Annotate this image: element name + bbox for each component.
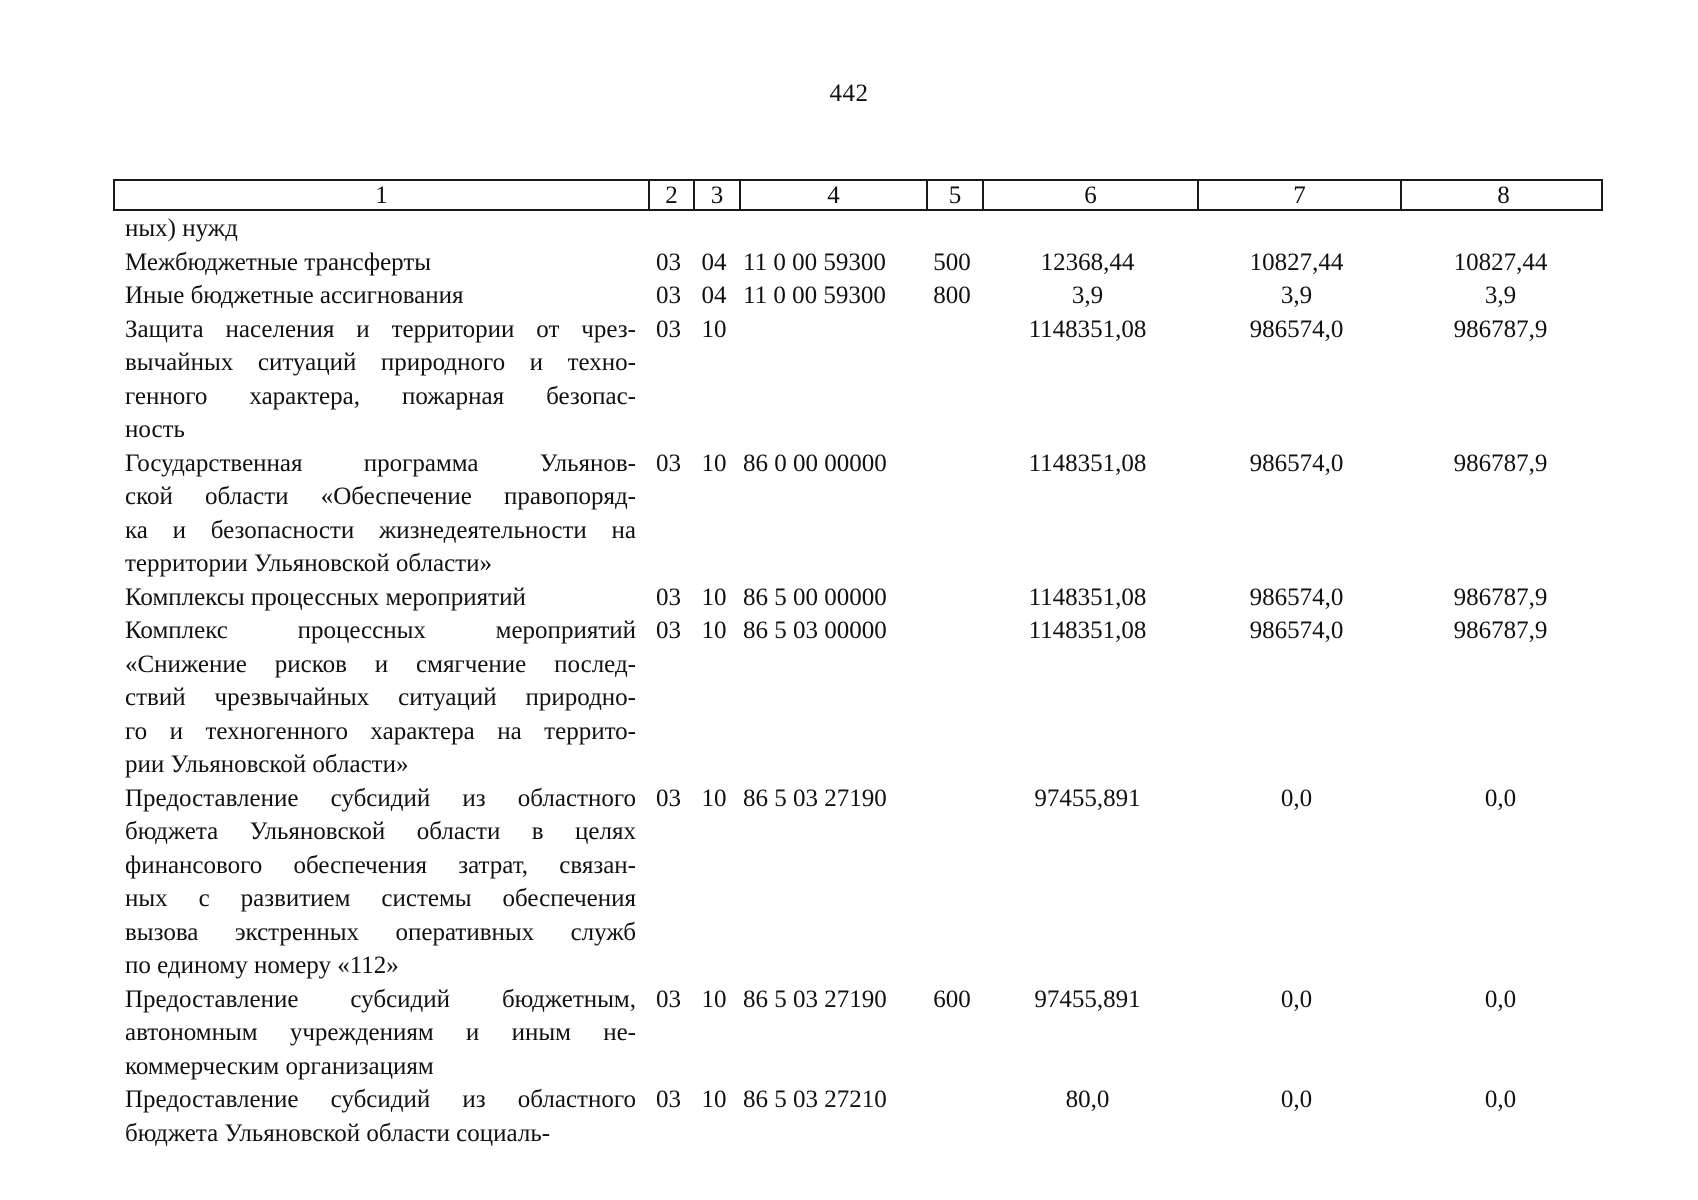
header-cell: 7 [1197,181,1400,211]
amount-col8-cell: 0,0 [1484,784,1517,812]
subsection-code-cell: 10 [701,784,727,812]
row-name-line: Иные бюджетные ассигнования [125,282,464,309]
amount-col7-cell: 10827,44 [1249,248,1344,276]
amount-col7-cell [1195,212,1398,246]
amount-col7-cell: 3,9 [1280,282,1313,309]
amount-col8-cell: 986787,9 [1453,617,1548,644]
target-article-cell: 86 5 03 27210 [743,1086,887,1113]
amount-col8-cell [1398,212,1603,246]
subsection-code-cell: 04 [701,248,727,276]
header-cell: 4 [739,181,926,211]
table-row [113,246,1603,280]
amount-col7-cell: 0,0 [1280,985,1313,1013]
row-name-cell [113,313,646,447]
row-name-line: Защита населения и территории от чрез- [125,315,636,343]
expense-type-cell: 800 [933,282,971,309]
amount-col8-cell: 986787,9 [1453,315,1548,343]
row-name-cell [113,212,646,246]
table-row [113,279,1603,313]
expense-type-cell: 500 [933,248,971,276]
target-article-cell [737,313,924,447]
amount-col7-cell: 986574,0 [1249,449,1344,477]
section-code-cell: 03 [656,583,681,611]
amount-col8-cell: 3,9 [1484,282,1517,309]
row-name-line: Предоставление субсидий из областного [125,1086,636,1113]
amount-col8-cell: 0,0 [1484,985,1517,1013]
row-name-line: вычайных ситуаций природного и техно- [125,349,636,376]
amount-col6-cell: 1148351,08 [1028,315,1147,343]
section-code-cell: 03 [656,282,681,309]
amount-col6-cell: 1148351,08 [1028,583,1147,611]
section-code-cell: 03 [656,985,681,1013]
row-name-line: бюджета Ульяновской области социаль- [125,1119,551,1147]
subsection-code-cell: 10 [701,617,727,644]
amount-col6-cell: 97455,891 [1034,784,1141,812]
amount-col6-cell [980,212,1195,246]
subsection-code-cell: 10 [701,1086,727,1113]
table-row [113,313,1603,447]
expense-type-cell [924,447,980,581]
row-name-line: ской области «Обеспечение правопоряд- [125,483,636,510]
row-name-line: го и техногенного характера на террито- [125,717,636,745]
target-article-cell: 86 5 03 27190 [743,985,887,1013]
section-code-cell: 03 [656,784,681,812]
table-row [113,447,1603,581]
amount-col6-cell: 12368,44 [1040,248,1135,276]
row-name-line: Государственная программа Ульянов- [125,449,636,477]
amount-col8-cell: 986787,9 [1453,583,1548,611]
row-name-cell [113,614,646,782]
expense-type-cell [924,212,980,246]
section-code-cell: 03 [656,617,681,644]
row-name-line: ка и безопасности жизнедеятельности на [125,516,636,544]
table-row [113,1083,1603,1150]
row-name-cell [113,447,646,581]
row-name-line: по единому номеру «112» [125,952,399,979]
row-name-line: рии Ульяновской области» [125,751,409,778]
expense-type-cell: 600 [933,985,971,1013]
row-name-line: автономным учреждениям и иным не- [125,1019,636,1046]
row-name-line: Комплекс процессных мероприятий [125,617,636,644]
row-name-line: ных) нужд [125,215,238,242]
table-header-row [113,179,1603,211]
subsection-code-cell: 10 [701,315,727,343]
section-code-cell: 03 [656,248,681,276]
target-article-cell: 11 0 00 59300 [743,282,886,309]
row-name-cell [113,581,646,615]
amount-col6-cell: 97455,891 [1034,985,1141,1013]
row-name-line: ных с развитием системы обеспечения [125,885,636,912]
amount-col7-cell: 0,0 [1280,784,1313,812]
row-name-line: коммерческим организациям [125,1052,434,1080]
table-row [113,614,1603,782]
budget-table [113,179,1603,1150]
table-row [113,212,1603,246]
row-name-line: Межбюджетные трансферты [125,248,432,276]
table-row [113,581,1603,615]
expense-type-cell [924,614,980,782]
amount-col8-cell: 0,0 [1484,1086,1517,1113]
subsection-code-cell: 04 [701,282,727,309]
subsection-code-cell: 10 [701,583,727,611]
target-article-cell: 86 0 00 00000 [743,449,887,477]
row-name-line: Предоставление субсидий из областного [125,784,636,812]
table-body [113,211,1603,1150]
expense-type-cell [924,782,980,983]
target-article-cell: 11 0 00 59300 [743,248,886,276]
target-article-cell [737,212,924,246]
row-name-line: ность [125,416,185,443]
target-article-cell: 86 5 03 00000 [743,617,887,644]
row-name-line: территории Ульяновской области» [125,550,492,577]
amount-col6-cell: 80,0 [1065,1086,1110,1113]
header-cell: 3 [693,181,739,211]
amount-col7-cell: 986574,0 [1249,315,1344,343]
amount-col8-cell: 10827,44 [1453,248,1548,276]
row-name-cell [113,782,646,983]
page-number: 442 [829,80,869,107]
table-row [113,782,1603,983]
row-name-line: бюджета Ульяновской области в целях [125,818,636,845]
amount-col6-cell: 3,9 [1071,282,1104,309]
header-cell: 2 [648,181,693,211]
row-name-line: «Снижение рисков и смягчение послед- [125,650,636,678]
header-cell: 5 [926,181,982,211]
row-name-line: Комплексы процессных мероприятий [125,583,526,611]
header-cell: 6 [982,181,1197,211]
expense-type-cell [924,313,980,447]
row-name-cell [113,279,646,313]
row-name-cell [113,246,646,280]
row-name-line: ствий чрезвычайных ситуаций природно- [125,684,636,711]
row-name-cell [113,1083,646,1150]
expense-type-cell [924,581,980,615]
amount-col7-cell: 986574,0 [1249,583,1344,611]
amount-col7-cell: 0,0 [1280,1086,1313,1113]
amount-col8-cell: 986787,9 [1453,449,1548,477]
row-name-line: генного характера, пожарная безопас- [125,382,636,410]
row-name-cell [113,983,646,1084]
section-code-cell: 03 [656,1086,681,1113]
target-article-cell: 86 5 00 00000 [743,583,887,611]
amount-col7-cell: 986574,0 [1249,617,1344,644]
expense-type-cell [924,1083,980,1150]
row-name-line: финансового обеспечения затрат, связан- [125,851,636,879]
header-cell: 1 [375,182,388,209]
subsection-code-cell: 10 [701,985,727,1013]
target-article-cell: 86 5 03 27190 [743,784,887,812]
section-code-cell: 03 [656,449,681,477]
header-cell: 8 [1400,181,1605,211]
amount-col6-cell: 1148351,08 [1028,449,1147,477]
section-code-cell: 03 [656,315,681,343]
row-name-line: вызова экстренных оперативных служб [125,918,636,946]
section-code-cell [646,212,691,246]
amount-col6-cell: 1148351,08 [1028,617,1147,644]
subsection-code-cell [691,212,737,246]
table-row [113,983,1603,1084]
subsection-code-cell: 10 [701,449,727,477]
row-name-line: Предоставление субсидий бюджетным, [125,985,636,1013]
